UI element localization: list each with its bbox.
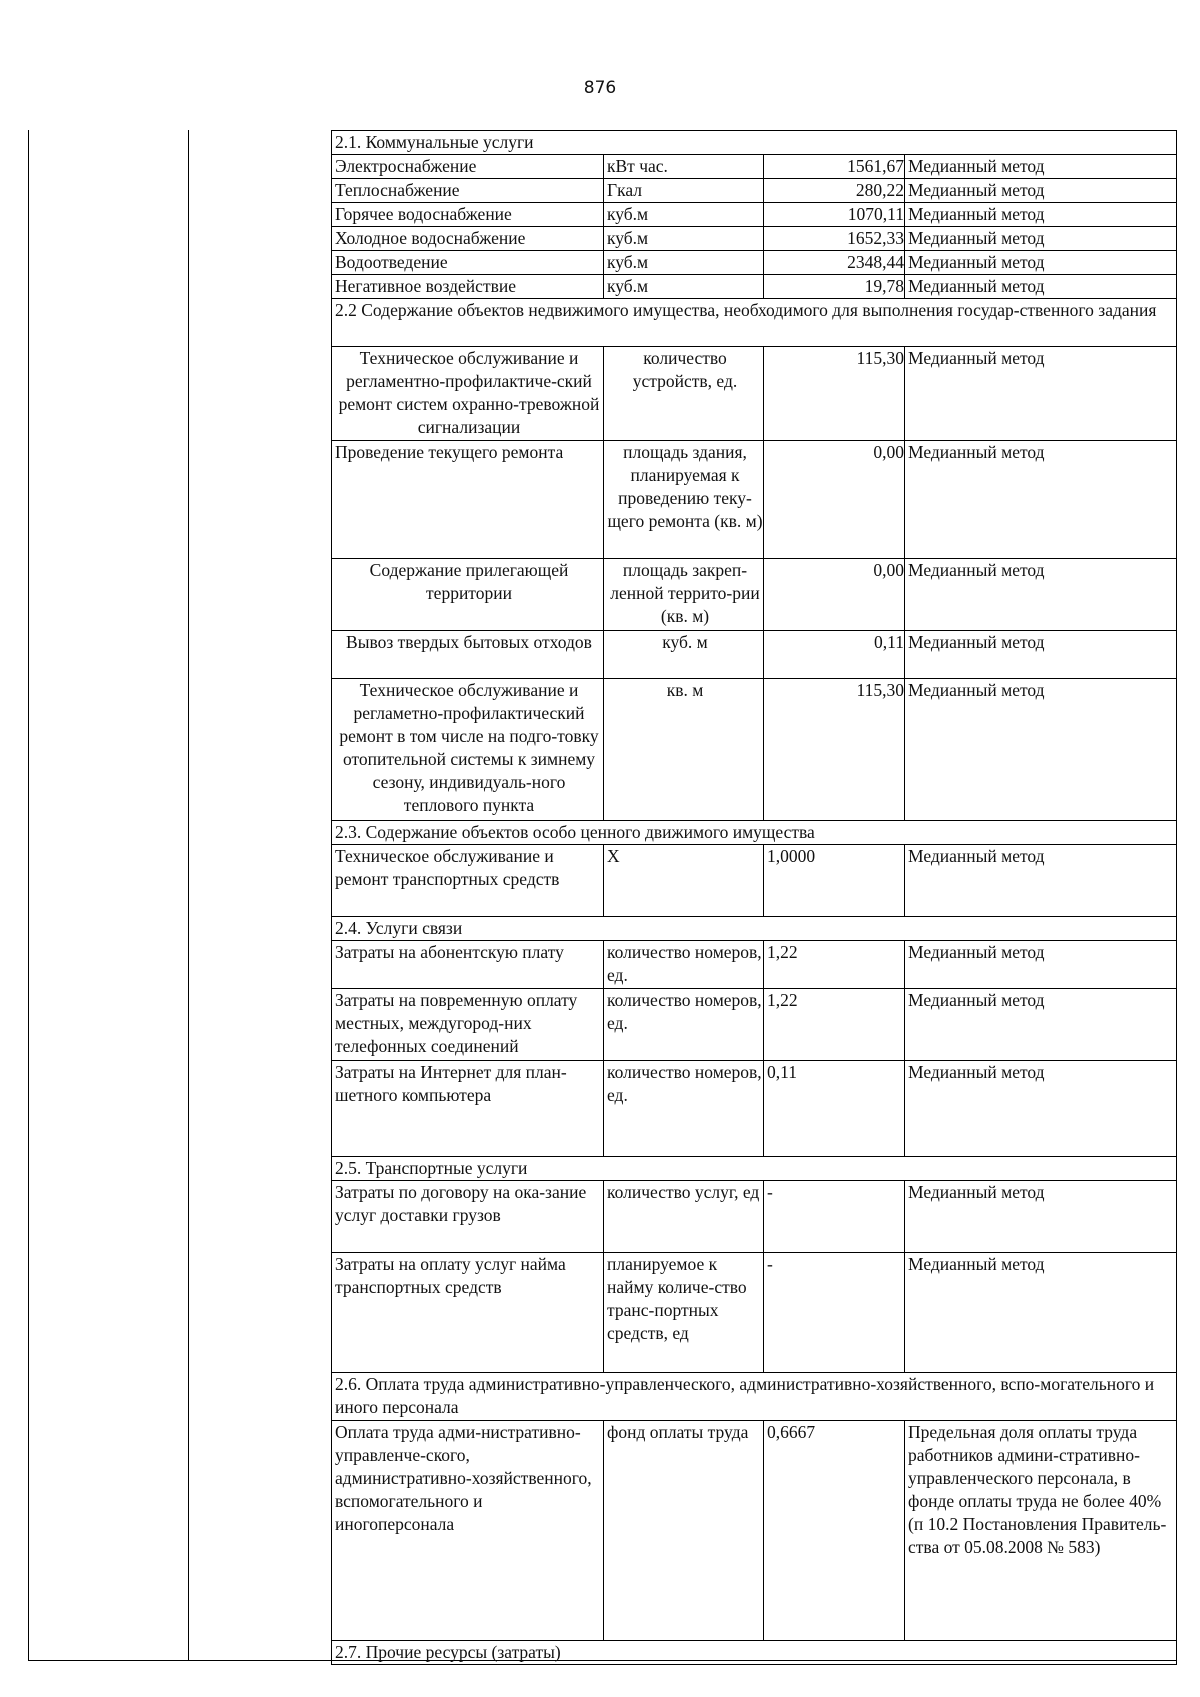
item-method: Медианный метод: [905, 227, 1177, 251]
item-method: Медианный метод: [905, 559, 1177, 631]
item-unit: количество номеров, ед.: [604, 941, 764, 989]
item-value: 0,00: [764, 559, 905, 631]
table-row: [332, 1061, 1177, 1157]
table-row: [332, 275, 1177, 299]
section-title: 2.6. Оплата труда административно-управленческого, административно-хозяйственного, вспо-могательного и иного персонала: [332, 1373, 1177, 1421]
item-name: Оплата труда адми-нистративно-управленче-ского, административно-хозяйственного, вспомогательного и иногоперсонала: [332, 1421, 604, 1641]
table-row: [332, 559, 1177, 631]
item-value: 0,00: [764, 441, 905, 559]
item-unit: количество номеров, ед.: [604, 989, 764, 1061]
item-name: Техническое обслуживание и ремонт транспортных средств: [332, 845, 604, 917]
section-title: 2.5. Транспортные услуги: [332, 1157, 1177, 1181]
item-name: Горячее водоснабжение: [332, 203, 604, 227]
item-value: 0,11: [764, 631, 905, 679]
item-value: 1,0000: [764, 845, 905, 917]
item-method: Медианный метод: [905, 1253, 1177, 1373]
item-unit: количество номеров, ед.: [604, 1061, 764, 1157]
item-unit: куб.м: [604, 275, 764, 299]
item-method: Медианный метод: [905, 203, 1177, 227]
item-value: 0,11: [764, 1061, 905, 1157]
item-value: 115,30: [764, 347, 905, 441]
item-method: Медианный метод: [905, 1061, 1177, 1157]
item-name: Затраты на абонентскую плату: [332, 941, 604, 989]
page-number: 876: [583, 78, 617, 98]
item-method: Медианный метод: [905, 631, 1177, 679]
table-row: [332, 1253, 1177, 1373]
section-title: 2.4. Услуги связи: [332, 917, 1177, 941]
item-unit: куб. м: [604, 631, 764, 679]
item-method: Медианный метод: [905, 941, 1177, 989]
item-name: Электроснабжение: [332, 155, 604, 179]
item-name: Вывоз твердых бытовых отходов: [332, 631, 604, 679]
item-value: -: [764, 1181, 905, 1253]
cost-table: [331, 130, 1177, 1665]
item-unit: планируемое к найму количе-ство транс-портных средств, ед: [604, 1253, 764, 1373]
item-unit: куб.м: [604, 251, 764, 275]
item-method: Медианный метод: [905, 679, 1177, 821]
item-name: Проведение текущего ремонта: [332, 441, 604, 559]
item-name: Техническое обслуживание и регламентно-профилактиче-ский ремонт систем охранно-тревожной сигнализации: [332, 347, 604, 441]
table-row: [332, 941, 1177, 989]
section-title: 2.1. Коммунальные услуги: [332, 131, 1177, 155]
column-divider: [188, 130, 189, 1661]
item-method: Медианный метод: [905, 179, 1177, 203]
item-method: Медианный метод: [905, 155, 1177, 179]
item-name: Холодное водоснабжение: [332, 227, 604, 251]
table-row: [332, 203, 1177, 227]
item-name: Затраты на Интернет для план-шетного компьютера: [332, 1061, 604, 1157]
item-name: Затраты на повременную оплату местных, междугород-них телефонных соединений: [332, 989, 604, 1061]
item-unit: количество услуг, ед: [604, 1181, 764, 1253]
item-unit: количество устройств, ед.: [604, 347, 764, 441]
item-method: Медианный метод: [905, 845, 1177, 917]
item-name: Негативное воздействие: [332, 275, 604, 299]
item-value: -: [764, 1253, 905, 1373]
table-row: [332, 1181, 1177, 1253]
item-value: 1,22: [764, 989, 905, 1061]
item-name: Техническое обслуживание и регламетно-профилактический ремонт в том числе на подго-товку отопительной системы к зимнему сезону, индивидуаль-ного теплового пункта: [332, 679, 604, 821]
item-method: Предельная доля оплаты труда работников админи-стративно- управленческого персонала, в фонде оплаты труда не более 40% (п 10.2 Постановления Правитель-ства от 05.08.2008 № 583): [905, 1421, 1177, 1641]
section-title: 2.3. Содержание объектов особо ценного движимого имущества: [332, 821, 1177, 845]
table-row: [332, 227, 1177, 251]
item-name: Содержание прилегающей территории: [332, 559, 604, 631]
item-unit: куб.м: [604, 203, 764, 227]
table-row: [332, 679, 1177, 821]
table-row: [332, 989, 1177, 1061]
table-row: [332, 155, 1177, 179]
item-method: Медианный метод: [905, 275, 1177, 299]
item-name: Затраты по договору на ока-зание услуг доставки грузов: [332, 1181, 604, 1253]
item-name: Теплоснабжение: [332, 179, 604, 203]
table-row: [332, 179, 1177, 203]
table-row: [332, 441, 1177, 559]
item-method: Медианный метод: [905, 989, 1177, 1061]
section-title: 2.7. Прочие ресурсы (затраты): [332, 1641, 1177, 1665]
item-value: 0,6667: [764, 1421, 905, 1641]
item-unit: Х: [604, 845, 764, 917]
table-row: [332, 251, 1177, 275]
item-unit: площадь здания, планируемая к проведению теку-щего ремонта (кв. м): [604, 441, 764, 559]
table-row: [332, 347, 1177, 441]
item-name: Водоотведение: [332, 251, 604, 275]
item-name: Затраты на оплату услуг найма транспортных средств: [332, 1253, 604, 1373]
item-method: Медианный метод: [905, 1181, 1177, 1253]
item-value: 280,22: [764, 179, 905, 203]
item-value: 1,22: [764, 941, 905, 989]
item-unit: кВт час.: [604, 155, 764, 179]
item-value: 1070,11: [764, 203, 905, 227]
item-unit: Гкал: [604, 179, 764, 203]
item-value: 1561,67: [764, 155, 905, 179]
item-value: 115,30: [764, 679, 905, 821]
item-value: 1652,33: [764, 227, 905, 251]
table-row: [332, 1421, 1177, 1641]
table-row: [332, 845, 1177, 917]
item-value: 2348,44: [764, 251, 905, 275]
item-unit: фонд оплаты труда: [604, 1421, 764, 1641]
table-row: [332, 631, 1177, 679]
item-value: 19,78: [764, 275, 905, 299]
item-method: Медианный метод: [905, 251, 1177, 275]
item-unit: кв. м: [604, 679, 764, 821]
item-method: Медианный метод: [905, 347, 1177, 441]
section-title: 2.2 Содержание объектов недвижимого имущества, необходимого для выполнения государ-ственного задания: [332, 299, 1177, 347]
item-unit: куб.м: [604, 227, 764, 251]
item-unit: площадь закреп-ленной террито-рии (кв. м): [604, 559, 764, 631]
item-method: Медианный метод: [905, 441, 1177, 559]
